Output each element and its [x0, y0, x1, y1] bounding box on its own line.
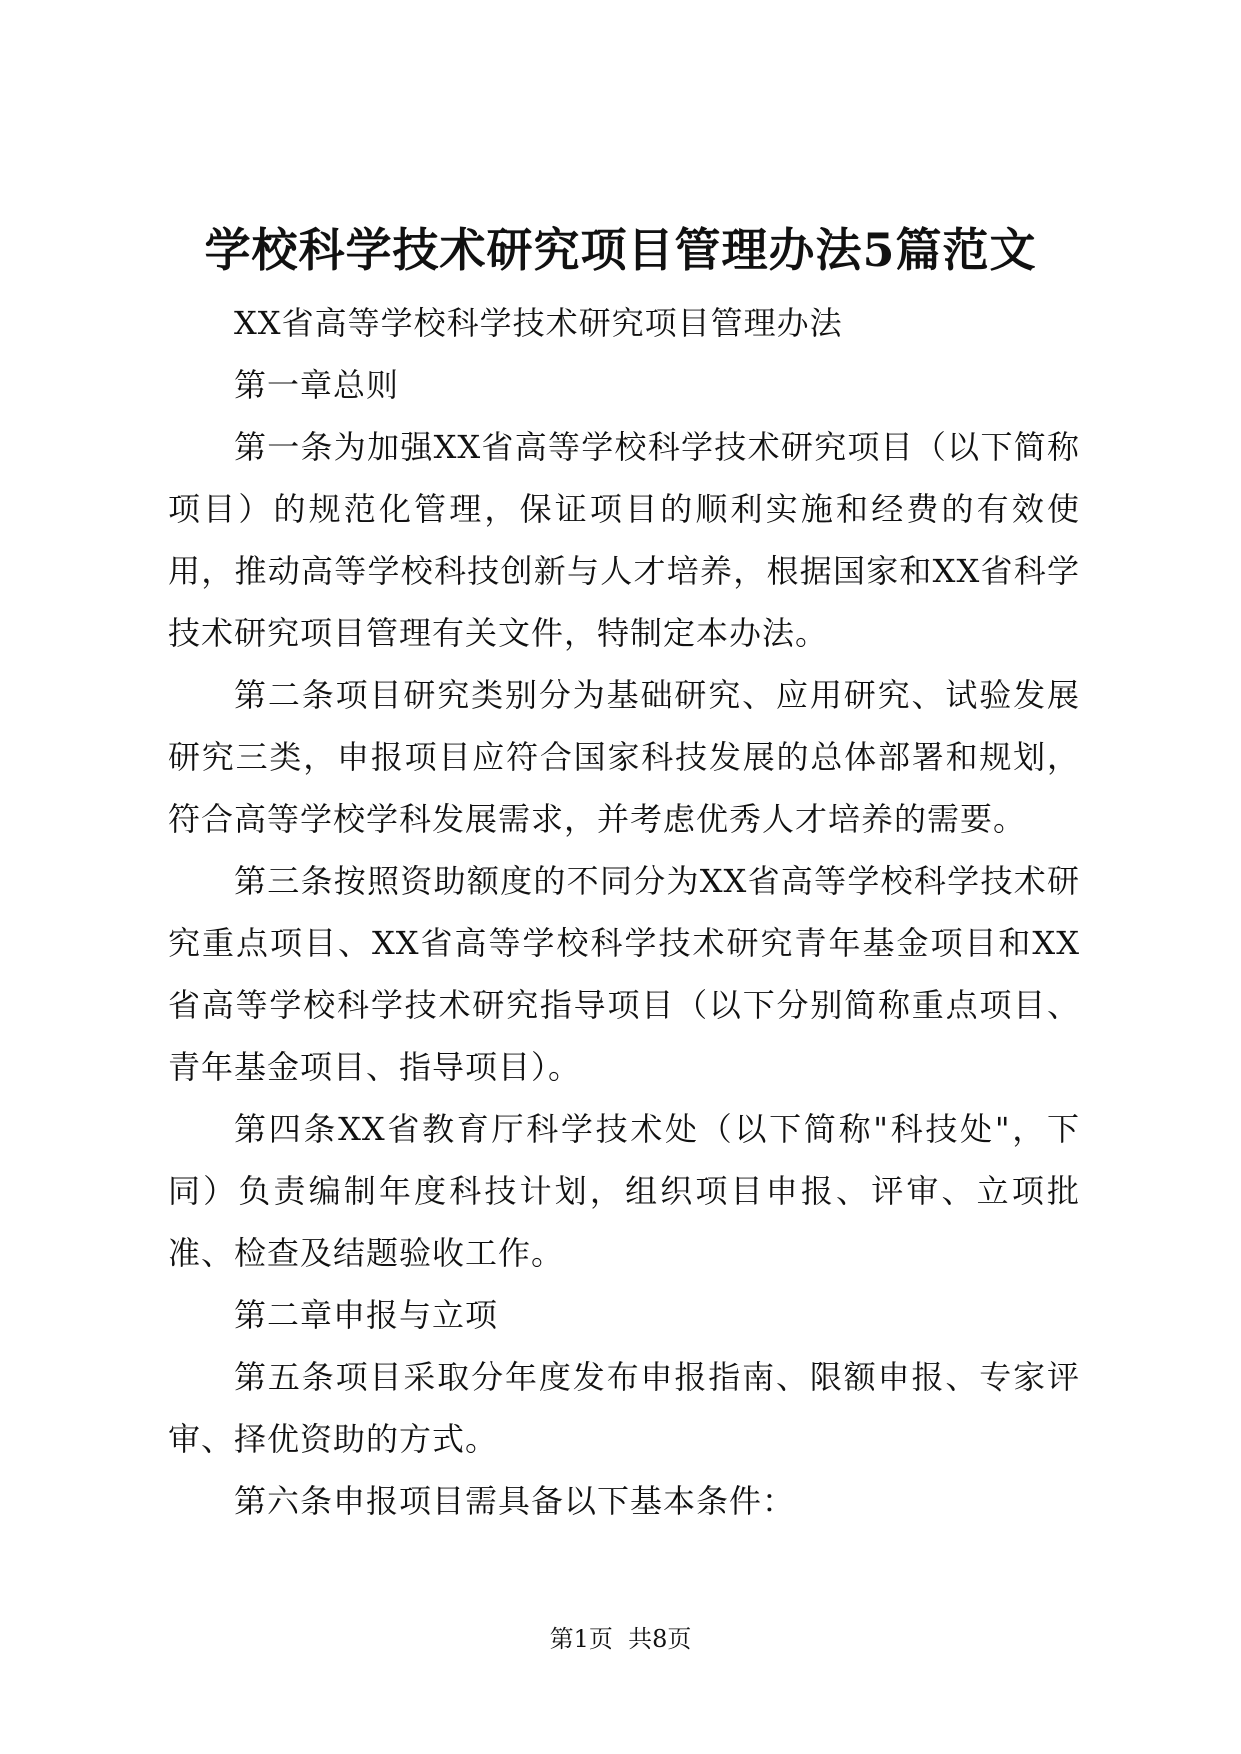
article-paragraph: 第四条XX省教育厅科学技术处（以下简称"科技处"，下同）负责编制年度科技计划，组织项目申报、评审、立项批准、检查及结题验收工作。	[168, 1110, 1080, 1272]
document-body	[168, 292, 1080, 1532]
article-paragraph: 第三条按照资助额度的不同分为XX省高等学校科学技术研究重点项目、XX省高等学校科学技术研究青年基金项目和XX省高等学校科学技术研究指导项目（以下分别简称重点项目、青年基金项目、指导项目）。	[168, 862, 1080, 1086]
chapter-heading: 第一章总则	[234, 366, 400, 404]
subtitle-paragraph: XX省高等学校科学技术研究项目管理办法	[234, 304, 843, 342]
article-paragraph: 第五条项目采取分年度发布申报指南、限额申报、专家评审、择优资助的方式。	[168, 1358, 1080, 1458]
page-footer: 第1页 共8页	[549, 1625, 692, 1653]
article-paragraph: 第二条项目研究类别分为基础研究、应用研究、试验发展研究三类，申报项目应符合国家科技发展的总体部署和规划，符合高等学校学科发展需求，并考虑优秀人才培养的需要。	[168, 676, 1080, 838]
document-title: 学校科学技术研究项目管理办法5篇范文	[204, 223, 1037, 277]
article-paragraph: 第六条申报项目需具备以下基本条件：	[234, 1482, 796, 1520]
article-paragraph: 第一条为加强XX省高等学校科学技术研究项目（以下简称项目）的规范化管理，保证项目的顺利实施和经费的有效使用，推动高等学校科技创新与人才培养，根据国家和XX省科学技术研究项目管理有关文件，特制定本办法。	[168, 428, 1080, 652]
chapter-heading: 第二章申报与立项	[234, 1296, 499, 1334]
